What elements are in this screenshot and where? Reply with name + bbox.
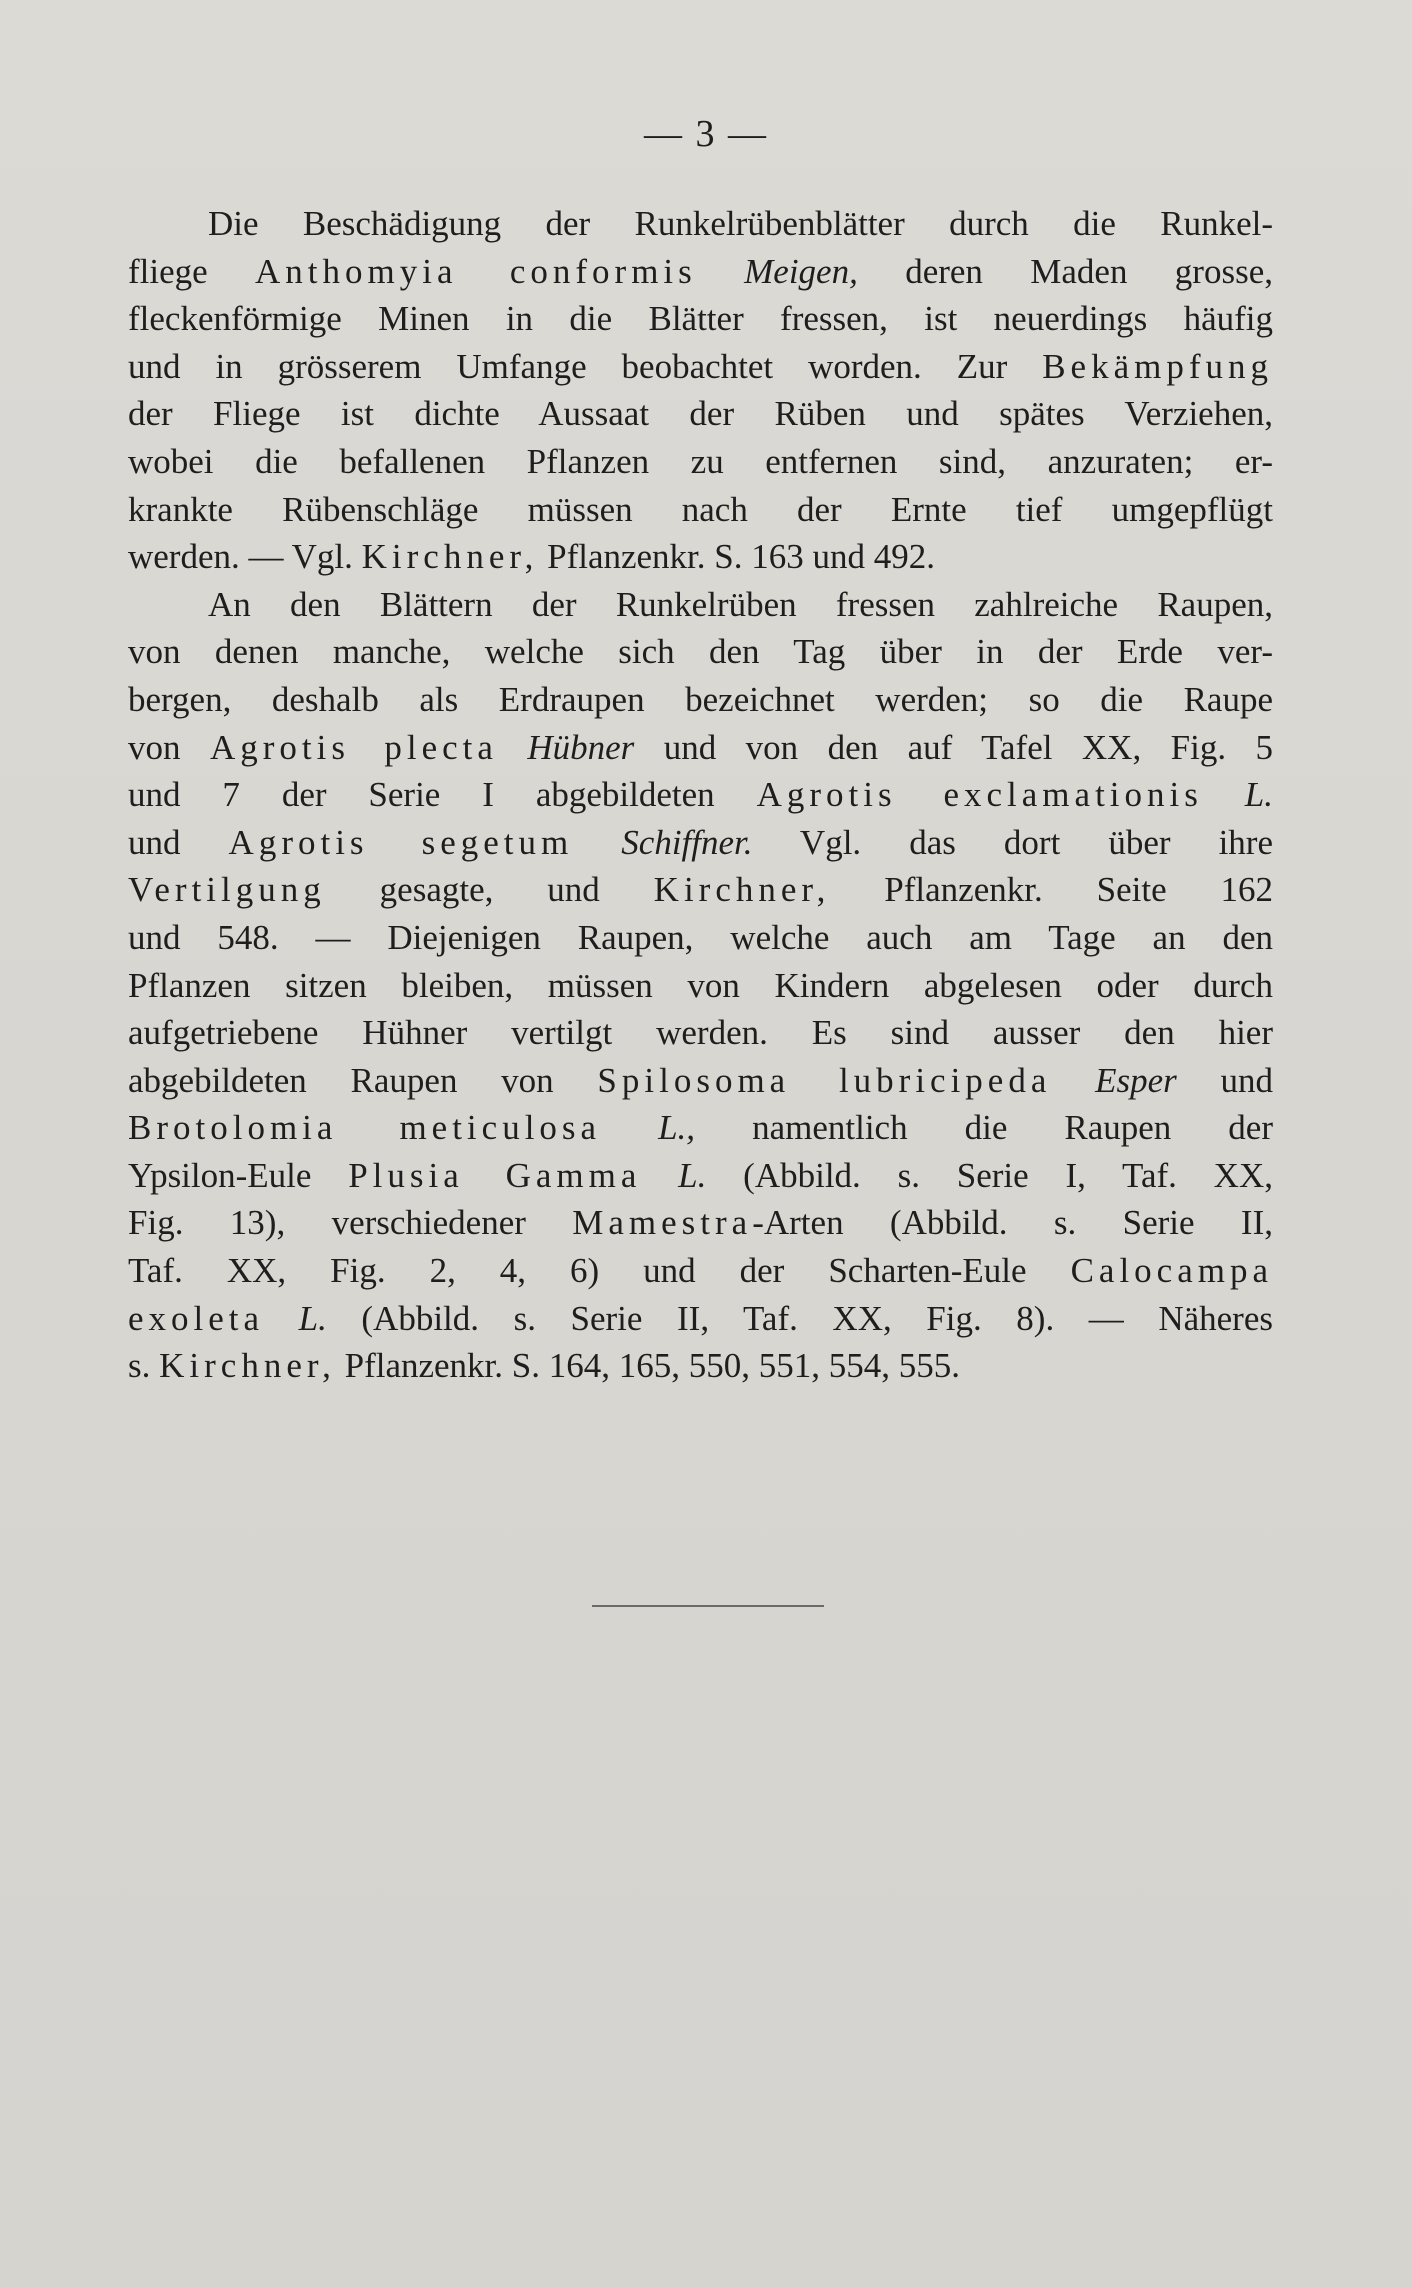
italic-author: L. [678,1155,707,1195]
text-line [128,914,1273,962]
text-run: Pflanzenkr. S. 164, 165, 550, 551, 554, 555. [335,1346,960,1386]
text-run: krankte Rübenschläge müssen nach der Ernte tief umgepflügt [128,489,1273,529]
text-line [128,200,1273,248]
text-line [128,724,1273,772]
text-run: und von den auf Tafel XX, Fig. 5 [634,727,1274,767]
text-run: Pflanzen sitzen bleiben, müssen von Kindern abgelesen oder durch [128,965,1273,1005]
text-run [1051,1061,1095,1100]
italic-author: Esper [1095,1060,1177,1100]
text-line [128,1057,1273,1105]
text-run: und [1176,1060,1274,1100]
text-line [128,581,1273,629]
text-line [128,1104,1273,1152]
text-run: von [128,727,210,767]
text-line [128,1199,1273,1247]
text-run [601,1108,658,1147]
text-run: namentlich die Raupen der [695,1108,1273,1148]
text-run: Pflanzenkr. Seite 162 [830,870,1274,910]
text-run: von denen manche, welche sich den Tag über in der Erde ver- [128,632,1273,672]
text-line [128,1295,1273,1343]
spaced-term: Agrotis plecta [209,727,498,767]
text-run [573,823,621,862]
italic-author: L., [658,1108,696,1148]
text-run [498,728,527,767]
text-run: Ypsilon-Eule [128,1155,349,1195]
spaced-term: Kirchner, [159,1346,336,1386]
spaced-term: Calocampa [1070,1251,1273,1291]
text-run: abgebildeten Raupen von [128,1060,598,1100]
text-run: Pflanzenkr. S. 163 und 492. [538,537,935,577]
text-line [128,486,1273,534]
spaced-term: Agrotis segetum [228,822,574,862]
text-run: (Abbild. s. Serie II, Taf. XX, Fig. 8). — Näheres [326,1298,1273,1338]
italic-author: L. [298,1298,327,1338]
text-run: An den Blättern der Runkelrüben fressen zahlreiche Raupen, [208,584,1273,624]
page-number: — 3 — [644,113,768,155]
text-line [128,248,1273,296]
text-line [128,1342,1273,1390]
text-run: Die Beschädigung der Runkelrübenblätter durch die Runkel- [208,204,1273,243]
text-run [1203,775,1245,814]
text-run: bergen, deshalb als Erdraupen bezeichnet werden; so die Raupe [128,679,1273,719]
text-run: -Arten (Abbild. s. Serie II, [752,1203,1273,1243]
spaced-term: exoleta [128,1298,265,1338]
text-line [128,343,1273,391]
text-line [128,628,1273,676]
text-run: der Fliege ist dichte Aussaat der Rüben und spätes Verziehen, [128,394,1273,434]
text-line [128,533,1273,581]
italic-author: L. [1244,775,1273,815]
spaced-term: Vertilgung [128,870,326,910]
spaced-term: Brotolomia meticulosa [128,1108,602,1148]
text-line [128,962,1273,1010]
text-run: Taf. XX, Fig. 2, 4, 6) und der Scharten-Eule [128,1251,1071,1291]
spaced-term: Mamestra [572,1203,753,1243]
text-run: deren Maden grosse, [857,251,1273,291]
text-line [128,1009,1273,1057]
text-line [128,1152,1273,1200]
spaced-term: Kirchner, [653,870,831,910]
spaced-term: Kirchner, [361,537,539,577]
text-line [128,390,1273,438]
text-line [128,676,1273,724]
text-run: aufgetriebene Hühner vertilgt werden. Es sind ausser den hier [128,1013,1273,1053]
text-run: s. [128,1346,160,1386]
spaced-term: Plusia Gamma [348,1155,642,1195]
text-run: und 548. — Diejenigen Raupen, welche auch am Tage an den [128,917,1273,957]
text-run: fliege [128,251,256,291]
text-run: Vgl. das dort über ihre [752,822,1273,862]
italic-author: Meigen, [744,251,858,291]
text-run: und [128,822,229,862]
text-line [128,819,1273,867]
text-run: fleckenförmige Minen in die Blätter fressen, ist neuerdings häufig [128,299,1273,339]
text-line [128,771,1273,819]
text-run [697,252,744,291]
italic-author: Hübner [527,727,635,767]
text-run: (Abbild. s. Serie I, Taf. XX, [706,1155,1273,1195]
text-run: und in grösserem Umfange beobachtet worden. Zur [128,346,1043,386]
body-text [128,200,1273,1390]
text-run: Fig. 13), verschiedener [128,1203,573,1243]
text-line [128,866,1273,914]
text-run: und 7 der Serie I abgebildeten [128,775,757,815]
spaced-term: Anthomyia conformis [255,251,697,291]
spaced-term: Spilosoma lubricipeda [597,1060,1052,1100]
text-run: wobei die befallenen Pflanzen zu entfernen sind, anzuraten; er- [128,441,1273,481]
text-line [128,1247,1273,1295]
text-run [264,1299,299,1338]
text-run: werden. — Vgl. [128,537,362,577]
text-line [128,438,1273,486]
section-divider [592,1605,824,1607]
spaced-term: Agrotis exclamationis [756,775,1203,815]
spaced-term: Bekämpfung [1042,346,1273,386]
text-run: gesagte, und [325,870,654,910]
text-line [128,295,1273,343]
italic-author: Schiffner. [621,822,753,862]
text-run [641,1156,678,1195]
